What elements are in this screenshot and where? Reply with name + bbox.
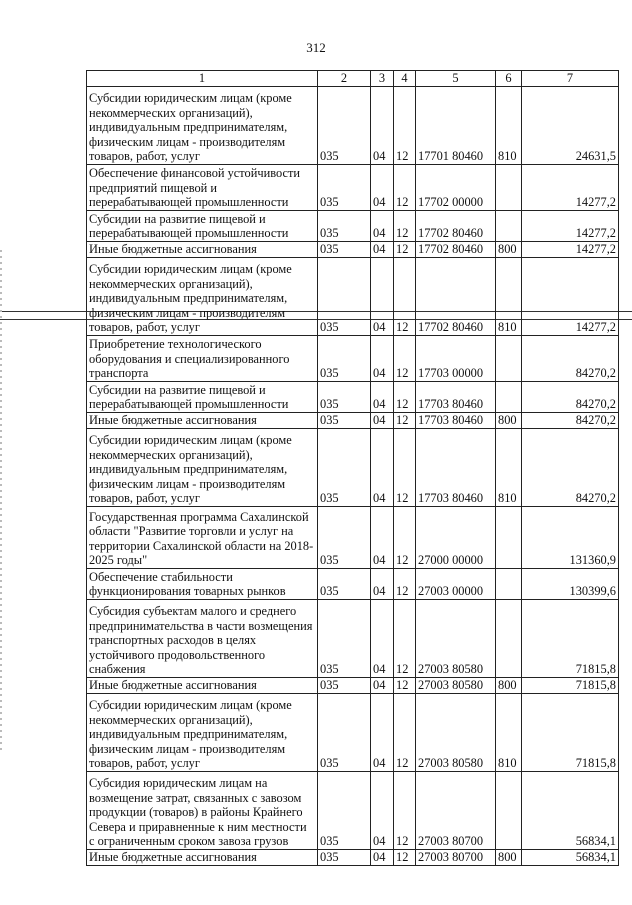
row-target-cell: 17703 00000 bbox=[416, 336, 496, 382]
row-expense-type-cell bbox=[496, 165, 522, 211]
row-subsection-cell: 12 bbox=[394, 382, 416, 413]
row-section-cell: 04 bbox=[371, 569, 394, 600]
row-amount-cell: 71815,8 bbox=[522, 694, 619, 772]
row-target-cell: 17701 80460 bbox=[416, 87, 496, 165]
row-amount-cell: 56834,1 bbox=[522, 772, 619, 850]
row-section-cell: 04 bbox=[371, 165, 394, 211]
row-target-cell: 17703 80460 bbox=[416, 429, 496, 507]
row-amount-cell: 84270,2 bbox=[522, 413, 619, 429]
row-section-cell: 04 bbox=[371, 507, 394, 569]
row-target-cell: 27003 80580 bbox=[416, 600, 496, 678]
row-expense-type-cell: 810 bbox=[496, 258, 522, 336]
row-target-cell: 27003 80580 bbox=[416, 694, 496, 772]
header-col-7: 7 bbox=[522, 71, 619, 87]
row-subsection-cell: 12 bbox=[394, 258, 416, 336]
table-row bbox=[87, 429, 619, 507]
row-subsection-cell: 12 bbox=[394, 600, 416, 678]
table-row bbox=[87, 336, 619, 382]
row-amount-cell: 24631,5 bbox=[522, 87, 619, 165]
row-code-cell: 035 bbox=[318, 211, 371, 242]
budget-table bbox=[86, 70, 619, 866]
row-subsection-cell: 12 bbox=[394, 569, 416, 600]
row-name-cell: Иные бюджетные ассигнования bbox=[87, 850, 318, 866]
row-target-cell: 17703 80460 bbox=[416, 413, 496, 429]
row-name-cell: Субсидии юридическим лицам (кроме некоммерческих организаций), индивидуальным предпринимателям, физическим лицам - производителям товаров, работ, услуг bbox=[87, 258, 318, 336]
row-amount-cell: 84270,2 bbox=[522, 336, 619, 382]
table-row bbox=[87, 87, 619, 165]
row-expense-type-cell: 810 bbox=[496, 694, 522, 772]
page-number: 312 bbox=[306, 40, 326, 55]
row-amount-cell: 71815,8 bbox=[522, 678, 619, 694]
row-subsection-cell: 12 bbox=[394, 165, 416, 211]
row-subsection-cell: 12 bbox=[394, 850, 416, 866]
row-target-cell: 27003 80700 bbox=[416, 772, 496, 850]
row-name-cell: Государственная программа Сахалинской области "Развитие торговли и услуг на территории Сахалинской области на 2018-2025 годы" bbox=[87, 507, 318, 569]
row-subsection-cell: 12 bbox=[394, 772, 416, 850]
row-name-cell: Обеспечение финансовой устойчивости предприятий пищевой и перерабатывающей промышленности bbox=[87, 165, 318, 211]
row-code-cell: 035 bbox=[318, 507, 371, 569]
row-code-cell: 035 bbox=[318, 336, 371, 382]
row-subsection-cell: 12 bbox=[394, 242, 416, 258]
row-expense-type-cell: 800 bbox=[496, 850, 522, 866]
row-name-cell: Субсидии юридическим лицам (кроме некоммерческих организаций), индивидуальным предпринимателям, физическим лицам - производителям товаров, работ, услуг bbox=[87, 87, 318, 165]
row-code-cell: 035 bbox=[318, 429, 371, 507]
table-row bbox=[87, 382, 619, 413]
row-code-cell: 035 bbox=[318, 694, 371, 772]
row-section-cell: 04 bbox=[371, 600, 394, 678]
row-code-cell: 035 bbox=[318, 569, 371, 600]
row-amount-cell: 131360,9 bbox=[522, 507, 619, 569]
row-section-cell: 04 bbox=[371, 258, 394, 336]
row-name-cell: Иные бюджетные ассигнования bbox=[87, 242, 318, 258]
table-row bbox=[87, 242, 619, 258]
row-target-cell: 17702 80460 bbox=[416, 258, 496, 336]
scan-edge-artifact bbox=[0, 250, 2, 750]
header-col-2: 2 bbox=[318, 71, 371, 87]
row-subsection-cell: 12 bbox=[394, 429, 416, 507]
row-section-cell: 04 bbox=[371, 772, 394, 850]
row-name-cell: Субсидия юридическим лицам на возмещение затрат, связанных с завозом продукции (товаров) в районы Крайнего Севера и приравненные к ним местности с ограниченным сроком завоза грузов bbox=[87, 772, 318, 850]
row-target-cell: 17702 80460 bbox=[416, 242, 496, 258]
row-expense-type-cell: 800 bbox=[496, 242, 522, 258]
row-code-cell: 035 bbox=[318, 165, 371, 211]
row-expense-type-cell bbox=[496, 507, 522, 569]
row-amount-cell: 71815,8 bbox=[522, 600, 619, 678]
header-col-6: 6 bbox=[496, 71, 522, 87]
row-section-cell: 04 bbox=[371, 336, 394, 382]
row-code-cell: 035 bbox=[318, 242, 371, 258]
row-amount-cell: 84270,2 bbox=[522, 429, 619, 507]
row-subsection-cell: 12 bbox=[394, 413, 416, 429]
row-name-cell: Субсидия субъектам малого и среднего предпринимательства в части возмещения транспортных расходов в целях устойчивого продовольственного снабжения bbox=[87, 600, 318, 678]
table-row bbox=[87, 850, 619, 866]
row-code-cell: 035 bbox=[318, 413, 371, 429]
table-row bbox=[87, 569, 619, 600]
row-amount-cell: 84270,2 bbox=[522, 382, 619, 413]
row-amount-cell: 56834,1 bbox=[522, 850, 619, 866]
table-row bbox=[87, 413, 619, 429]
row-name-cell: Субсидии на развитие пищевой и перерабатывающей промышленности bbox=[87, 382, 318, 413]
table-row bbox=[87, 165, 619, 211]
table-row bbox=[87, 211, 619, 242]
row-expense-type-cell bbox=[496, 382, 522, 413]
row-subsection-cell: 12 bbox=[394, 211, 416, 242]
row-expense-type-cell bbox=[496, 211, 522, 242]
row-section-cell: 04 bbox=[371, 413, 394, 429]
row-section-cell: 04 bbox=[371, 850, 394, 866]
row-section-cell: 04 bbox=[371, 211, 394, 242]
table-row bbox=[87, 678, 619, 694]
row-target-cell: 27003 80580 bbox=[416, 678, 496, 694]
row-section-cell: 04 bbox=[371, 87, 394, 165]
row-expense-type-cell: 810 bbox=[496, 429, 522, 507]
row-code-cell: 035 bbox=[318, 87, 371, 165]
row-subsection-cell: 12 bbox=[394, 694, 416, 772]
row-code-cell: 035 bbox=[318, 850, 371, 866]
row-amount-cell: 14277,2 bbox=[522, 258, 619, 336]
row-expense-type-cell bbox=[496, 772, 522, 850]
row-amount-cell: 130399,6 bbox=[522, 569, 619, 600]
row-target-cell: 27000 00000 bbox=[416, 507, 496, 569]
row-name-cell: Субсидии на развитие пищевой и перерабатывающей промышленности bbox=[87, 211, 318, 242]
row-subsection-cell: 12 bbox=[394, 507, 416, 569]
row-name-cell: Обеспечение стабильности функционирования товарных рынков bbox=[87, 569, 318, 600]
row-name-cell: Субсидии юридическим лицам (кроме некоммерческих организаций), индивидуальным предпринимателям, физическим лицам - производителям товаров, работ, услуг bbox=[87, 694, 318, 772]
header-col-5: 5 bbox=[416, 71, 496, 87]
row-name-cell: Иные бюджетные ассигнования bbox=[87, 678, 318, 694]
header-col-4: 4 bbox=[394, 71, 416, 87]
row-section-cell: 04 bbox=[371, 382, 394, 413]
row-subsection-cell: 12 bbox=[394, 336, 416, 382]
table-row bbox=[87, 772, 619, 850]
row-amount-cell: 14277,2 bbox=[522, 211, 619, 242]
header-col-1: 1 bbox=[87, 71, 318, 87]
row-target-cell: 27003 80700 bbox=[416, 850, 496, 866]
row-subsection-cell: 12 bbox=[394, 87, 416, 165]
table-row bbox=[87, 694, 619, 772]
row-code-cell: 035 bbox=[318, 382, 371, 413]
row-section-cell: 04 bbox=[371, 678, 394, 694]
row-name-cell: Иные бюджетные ассигнования bbox=[87, 413, 318, 429]
row-expense-type-cell: 800 bbox=[496, 678, 522, 694]
row-target-cell: 17702 00000 bbox=[416, 165, 496, 211]
row-code-cell: 035 bbox=[318, 772, 371, 850]
row-name-cell: Приобретение технологического оборудования и специализированного транспорта bbox=[87, 336, 318, 382]
row-subsection-cell: 12 bbox=[394, 678, 416, 694]
row-target-cell: 17703 80460 bbox=[416, 382, 496, 413]
row-name-cell: Субсидии юридическим лицам (кроме некоммерческих организаций), индивидуальным предпринимателям, физическим лицам - производителям товаров, работ, услуг bbox=[87, 429, 318, 507]
row-section-cell: 04 bbox=[371, 242, 394, 258]
table-header-row bbox=[87, 71, 619, 87]
row-amount-cell: 14277,2 bbox=[522, 165, 619, 211]
row-code-cell: 035 bbox=[318, 600, 371, 678]
row-expense-type-cell: 800 bbox=[496, 413, 522, 429]
row-code-cell: 035 bbox=[318, 678, 371, 694]
table-row bbox=[87, 258, 619, 336]
table-row bbox=[87, 507, 619, 569]
row-section-cell: 04 bbox=[371, 429, 394, 507]
row-section-cell: 04 bbox=[371, 694, 394, 772]
row-expense-type-cell bbox=[496, 569, 522, 600]
row-code-cell: 035 bbox=[318, 258, 371, 336]
row-target-cell: 27003 00000 bbox=[416, 569, 496, 600]
table-row bbox=[87, 600, 619, 678]
row-target-cell: 17702 80460 bbox=[416, 211, 496, 242]
row-expense-type-cell bbox=[496, 336, 522, 382]
row-expense-type-cell: 810 bbox=[496, 87, 522, 165]
header-col-3: 3 bbox=[371, 71, 394, 87]
row-amount-cell: 14277,2 bbox=[522, 242, 619, 258]
row-expense-type-cell bbox=[496, 600, 522, 678]
